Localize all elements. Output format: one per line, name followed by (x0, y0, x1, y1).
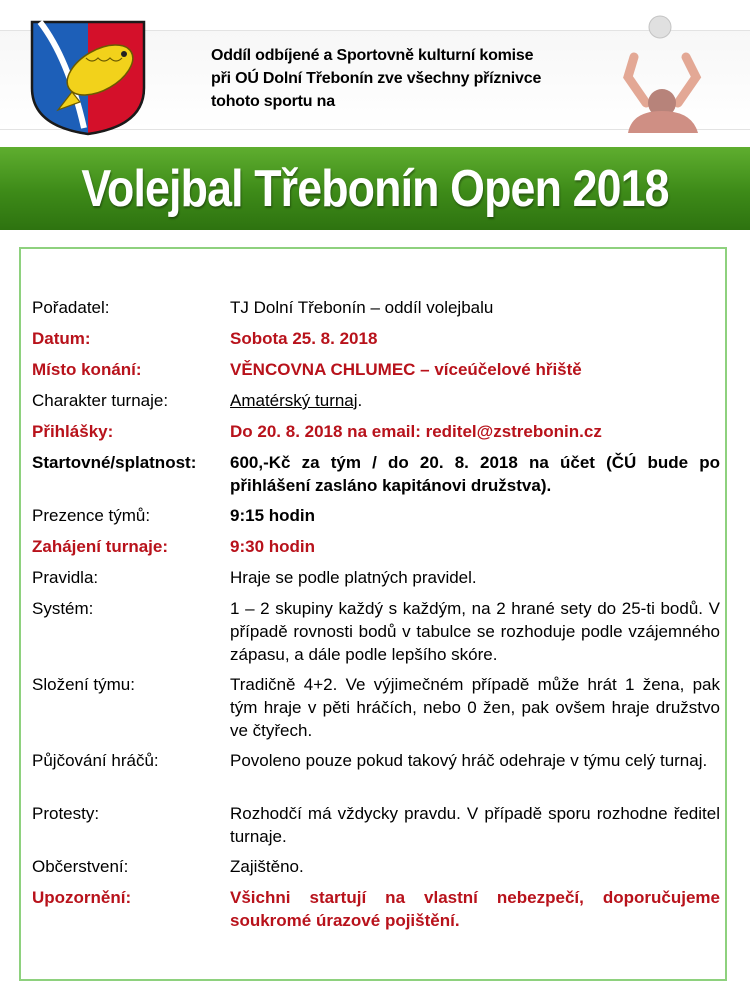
detail-label: Zahájení turnaje: (32, 537, 169, 556)
detail-value: Rozhodčí má vždycky pravdu. V případě sporu rozhodne ředitel turnaje. (230, 804, 720, 846)
detail-row-character (32, 389, 720, 412)
detail-label: Startovné/splatnost: (32, 453, 197, 472)
detail-label: Místo konání: (32, 360, 142, 379)
detail-row-protests (32, 802, 720, 848)
invite-line: tohoto sportu na (211, 93, 335, 110)
invitation-text (211, 44, 611, 113)
detail-label: Přihlášky: (32, 422, 114, 441)
detail-value: 9:15 hodin (230, 506, 316, 525)
detail-row-check-in (32, 504, 720, 527)
detail-value: VĚNCOVNA CHLUMEC – víceúčelové hřiště (230, 360, 582, 379)
volleyball-player-image (598, 15, 728, 133)
detail-value: 1 – 2 skupiny každý s každým, na 2 hrané sety do 25-ti bodů. V případě rovnosti bodů v tabulce se rozhoduje podle vzájemného zápasu, a dále podle lepšího skóre. (230, 599, 720, 664)
detail-row-warning (32, 886, 720, 932)
detail-row-registration (32, 420, 720, 443)
detail-value: 9:30 hodin (230, 537, 316, 556)
detail-row-rules (32, 566, 720, 589)
title-band (0, 147, 750, 230)
detail-value: Do 20. 8. 2018 na email: reditel@zstrebonin.cz (230, 422, 602, 441)
detail-value (230, 389, 720, 412)
detail-value-suffix: . (357, 391, 363, 410)
detail-row-team (32, 673, 720, 742)
detail-label: Půjčování hráčů: (32, 751, 159, 770)
detail-value: TJ Dolní Třebonín – oddíl volejbalu (230, 298, 494, 317)
detail-label: Datum: (32, 329, 91, 348)
detail-row-organizer (32, 296, 720, 319)
detail-label: Pravidla: (32, 568, 99, 587)
detail-row-player-loan (32, 749, 720, 772)
detail-value: 600,-Kč za tým / do 20. 8. 2018 na účet (ČÚ bude po přihlášení zasláno kapitánovi družstva). (230, 453, 720, 495)
detail-value: Zajištěno. (230, 857, 304, 876)
detail-label: Protesty: (32, 804, 100, 823)
detail-row-date (32, 327, 720, 350)
detail-value: Povoleno pouze pokud takový hráč odehraje v týmu celý turnaj. (230, 751, 708, 770)
detail-label: Občerstvení: (32, 857, 129, 876)
detail-label: Systém: (32, 599, 94, 618)
detail-label: Pořadatel: (32, 298, 110, 317)
municipal-crest-logo (28, 18, 148, 138)
detail-row-refreshments (32, 855, 720, 878)
detail-value: Sobota 25. 8. 2018 (230, 329, 378, 348)
detail-value-underlined: Amatérský turnaj (230, 391, 358, 410)
detail-row-start (32, 535, 720, 558)
event-title: Volejbal Třebonín Open 2018 (81, 159, 669, 218)
detail-value: Hraje se podle platných pravidel. (230, 568, 477, 587)
detail-label: Charakter turnaje: (32, 391, 169, 410)
detail-row-fee (32, 451, 720, 497)
detail-label: Upozornění: (32, 888, 132, 907)
detail-row-system (32, 597, 720, 666)
detail-row-venue (32, 358, 720, 381)
detail-label: Složení týmu: (32, 675, 135, 694)
detail-label: Prezence týmů: (32, 506, 151, 525)
detail-value: Všichni startují na vlastní nebezpečí, doporučujeme soukromé úrazové pojištění. (230, 888, 720, 930)
invite-line: při OÚ Dolní Třebonín zve všechny příznivce (211, 70, 542, 87)
invite-line: Oddíl odbíjené a Sportovně kulturní komise (211, 47, 534, 64)
detail-value: Tradičně 4+2. Ve výjimečném případě může hrát 1 žena, pak tým hraje v pěti hráčích, nebo 0 žen, pak ovšem hraje družstvo ve čtyřech. (230, 675, 720, 740)
